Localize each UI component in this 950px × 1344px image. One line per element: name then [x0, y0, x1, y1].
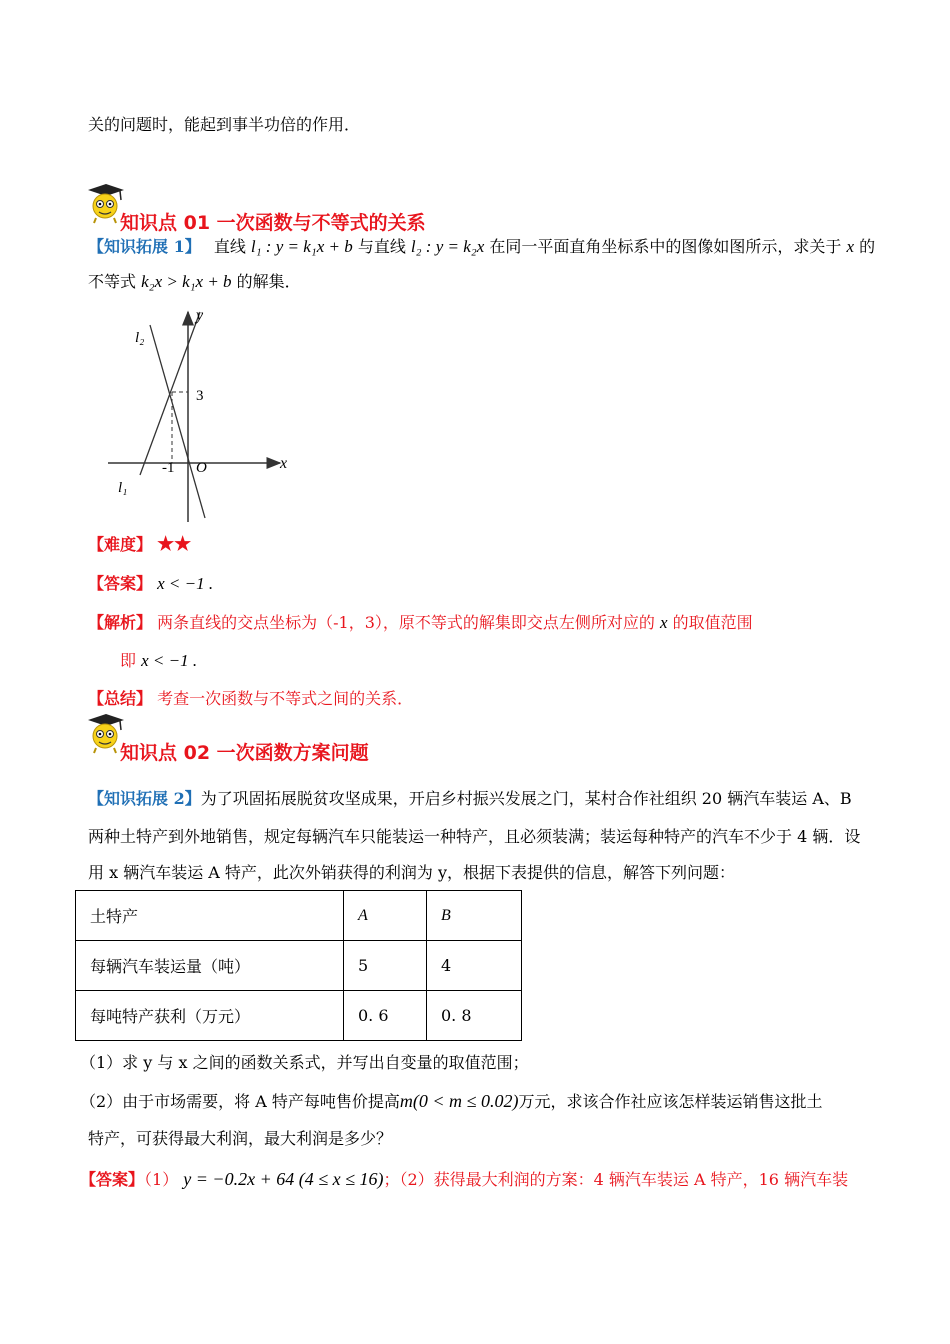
tick-y-label: 3	[196, 388, 204, 404]
q2-text-b: 的解集．	[236, 272, 301, 291]
table-cell: 0. 8	[427, 991, 522, 1041]
question-2-m-expression: m(0 < m ≤ 0.02)	[399, 1091, 519, 1111]
difficulty-row	[88, 533, 191, 556]
line-l2	[150, 325, 205, 518]
answer1-label: 【答案】	[88, 574, 153, 593]
l2-expression: l₂ : y = k₂x	[410, 237, 485, 256]
table-cell: 每吨特产获利（万元）	[76, 991, 344, 1041]
question-2-b: 万元，求该合作社应该怎样装运销售这批土	[518, 1092, 823, 1111]
specialty-table	[75, 890, 522, 1041]
section2-title: 知识点 02 一次函数方案问题	[120, 742, 369, 764]
analysis-line2-a: 即	[120, 651, 137, 670]
l1-expression: l₁ : y = k₁x + b	[250, 237, 353, 256]
problem2-p3: 用 x 辆汽车装运 A 特产，此次外销获得的利润为 y，根据下表提供的信息，解答下列问题：	[88, 863, 736, 882]
q2-text-a: 不等式	[88, 272, 137, 291]
problem2-p2: 两种土特产到外地销售，规定每辆汽车只能装运一种特产，且必须装满；装运每种特产的汽车不少于 4 辆．设	[88, 827, 861, 846]
analysis-text: 两条直线的交点坐标为（-1，3），原不等式的解集即交点左侧所对应的	[157, 613, 655, 632]
q1-text-b: 与直线	[357, 237, 406, 256]
difficulty-stars: ★★	[157, 533, 192, 555]
answer2-part1-label: （1）	[144, 1170, 179, 1189]
section1-question-line1	[88, 236, 875, 258]
question-2-line2: 特产，可获得最大利润，最大利润是多少？	[88, 1129, 393, 1148]
section1-title: 知识点 01 一次函数与不等式的关系	[120, 212, 426, 234]
answer2-expression: y = −0.2x + 64 (4 ≤ x ≤ 16)	[183, 1169, 384, 1189]
table-cell: 4	[427, 941, 522, 991]
q1-text-d: 的	[859, 237, 876, 256]
y-axis-label: y	[196, 307, 204, 324]
question-2-a: （2）由于市场需要，将 A 特产每吨售价提高	[80, 1092, 400, 1111]
answer2-part2: ；（2）获得最大利润的方案：4 辆汽车装运 A 特产，16 辆汽车装	[383, 1170, 849, 1189]
l1-label: l₁	[118, 480, 128, 496]
analysis-line2	[120, 650, 197, 672]
table-row	[76, 941, 522, 991]
inequality-expression: k₂x > k₁x + b	[141, 272, 232, 291]
ext-label-2: 【知识拓展 2】	[88, 789, 201, 808]
summary-text: 考查一次函数与不等式之间的关系．	[157, 689, 414, 708]
answer1-row	[88, 573, 213, 595]
table-cell: 5	[344, 941, 427, 991]
origin-label: O	[196, 460, 207, 476]
table-cell: 土特产	[76, 891, 344, 941]
question-1: （1）求 y 与 x 之间的函数关系式，并写出自变量的取值范围；	[80, 1053, 529, 1072]
table-cell: A	[344, 891, 427, 941]
q1-text-c: 在同一平面直角坐标系中的图像如图所示，求关于	[489, 237, 842, 256]
analysis-label: 【解析】	[88, 613, 153, 632]
analysis-x-var: x	[659, 613, 668, 632]
tick-x-label: -1	[162, 460, 175, 476]
table-row	[76, 991, 522, 1041]
table-cell: 每辆汽车装运量（吨）	[76, 941, 344, 991]
analysis-line2-b: x < −1 .	[141, 651, 198, 670]
summary-row	[88, 688, 413, 710]
table-cell: 0. 6	[344, 991, 427, 1041]
difficulty-label: 【难度】	[88, 535, 153, 554]
answer1-value: x < −1 .	[157, 574, 214, 593]
question-2-line1	[80, 1090, 822, 1113]
answer2-label: 【答案】	[80, 1170, 145, 1189]
function-graph	[100, 300, 300, 525]
analysis-tail: 的取值范围	[672, 613, 753, 632]
problem2-p1: 为了巩固拓展脱贫攻坚成果，开启乡村振兴发展之门，某村合作社组织 20 辆汽车装运 A、B	[200, 789, 852, 808]
x-axis-label: x	[280, 455, 288, 472]
ext-label-1: 【知识拓展 1】	[88, 237, 201, 256]
section1-question-line2	[88, 271, 301, 293]
problem2-line1	[88, 788, 852, 810]
intro-text: 关的问题时，能起到事半功倍的作用．	[88, 115, 361, 134]
q1-text-a: 直线	[213, 237, 246, 256]
q1-x-var: x	[846, 237, 854, 256]
table-cell: B	[427, 891, 522, 941]
table-row	[76, 891, 522, 941]
l2-label: l₂	[135, 330, 145, 346]
answer2-row	[80, 1168, 848, 1191]
summary-label: 【总结】	[88, 689, 153, 708]
analysis-row	[88, 612, 753, 634]
